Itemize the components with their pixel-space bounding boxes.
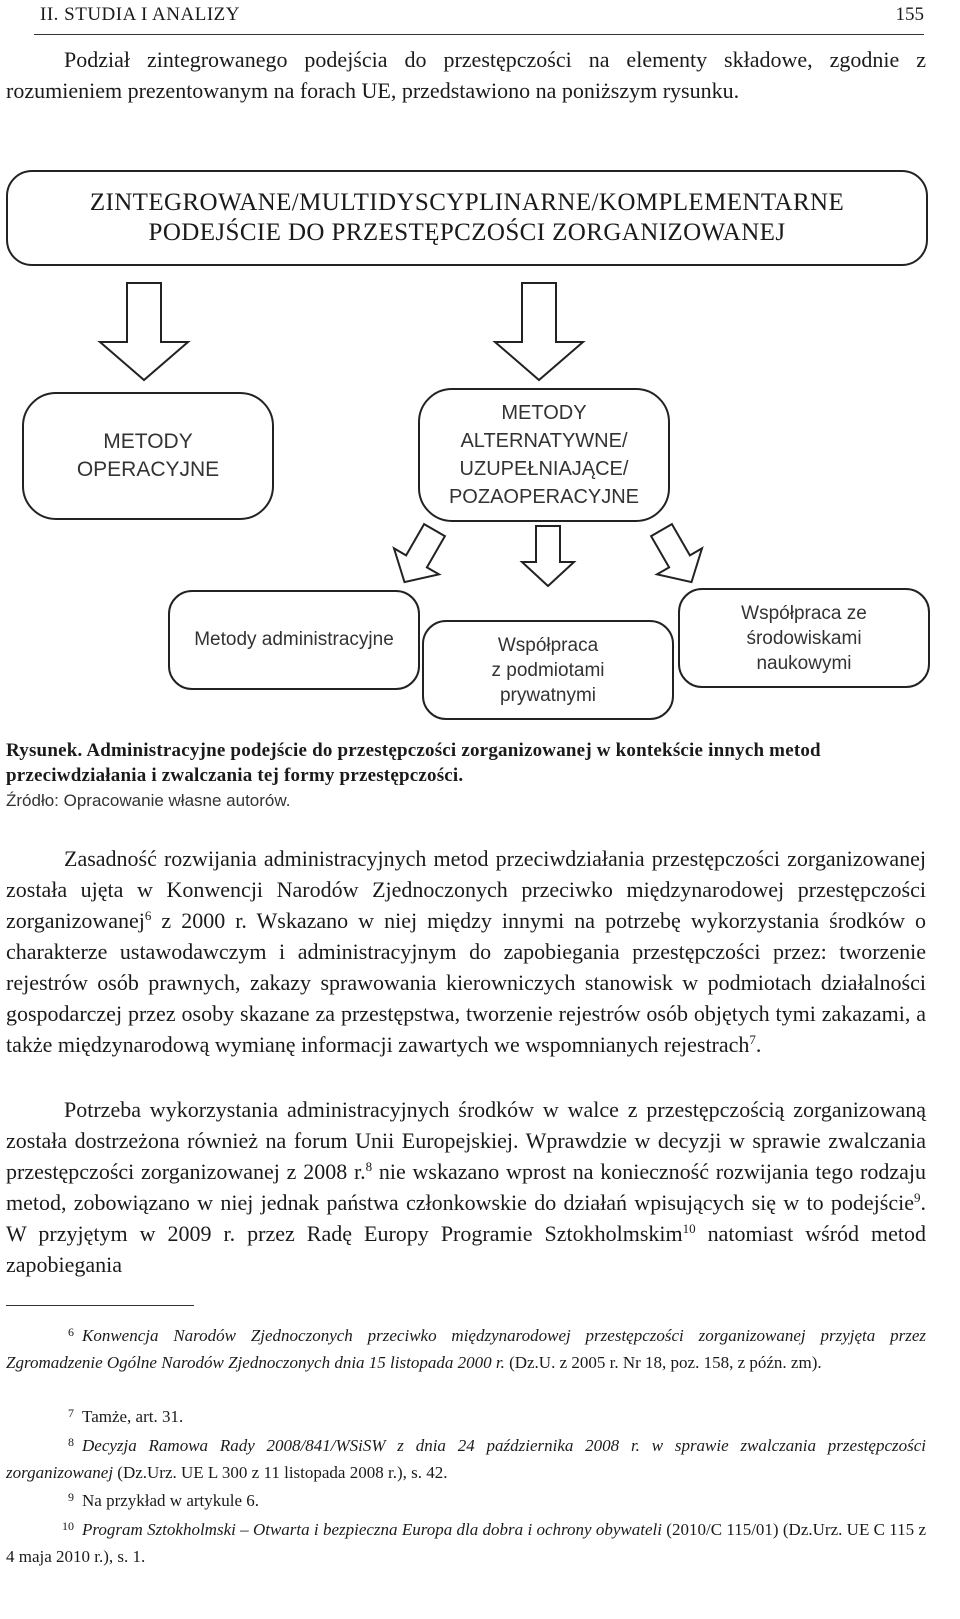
footnote-6: 6 Konwencja Narodów Zjednoczonych przeciwko międzynarodowej przestępczości zorganizowanej przyjęta przez Zgromadzenie Ogólne Narodów Zjednoczonych dnia 15 listopada 2000 r. (Dz.U. z 2005 r. Nr 18, poz. 158, z późn. zm). [6, 1325, 926, 1372]
body-paragraph-1: Zasadność rozwijania administracyjnych metod przeciwdziałania przestępczości zorganizowanej została ujęta w Konwencji Narodów Zjednoczonych przeciwko międzynarodowej przestępczości zorganizowanej$^6$ z 2000 r. Wskazano w niej między innymi na potrzebę wykorzystania środków o charakterze ustawodawczym i administracyjnym do zapobiegania przestępczości przez: tworzenie rejestrów osób prawnych, zakazy sprawowania kierowniczych stanowisk w podmiotach działalności gospodarczej przez osoby skazane za przestępstwa, tworzenie rejestrów osób objętych tymi zakazami, a także międzynarodową wymianę informacji zawartych we wspomnianych rejestrach$^7$. [6, 846, 926, 1057]
integrated-approach-box: ZINTEGROWANE/MULTIDYSCYPLINARNE/KOMPLEMENTARNE PODEJŚCIE DO PRZESTĘPCZOŚCI ZORGANIZOWANEJ [6, 170, 928, 266]
intro-paragraph: Podział zintegrowanego podejścia do przestępczości na elementy składowe, zgodnie z rozumieniem prezentowanym na forach UE, przedstawiono na poniższym rysunku. [6, 47, 926, 103]
administrative-methods-box: Metody administracyjne [168, 590, 420, 690]
arrow-down-right [495, 283, 583, 380]
section-title: II. STUDIA I ANALIZY [40, 4, 240, 25]
footnote-9: 9 Na przykład w artykule 6. [68, 1490, 260, 1510]
footnote-ref-7: 7 [749, 1032, 756, 1047]
alternative-methods-box: METODY ALTERNATYWNE/ UZUPEŁNIAJĄCE/ POZAOPERACYJNE [418, 388, 670, 522]
arrow-small-right [639, 517, 714, 595]
figure-source: Źródło: Opracowanie własne autorów. [6, 791, 291, 810]
footnote-7: 7 Tamże, art. 31. [68, 1406, 184, 1426]
figure-caption: Rysunek. Administracyjne podejście do przestępczości zorganizowanej w kontekście innych metod przeciwdziałania i zwalczania tej formy przestępczości. [6, 740, 821, 786]
arrow-small-left [382, 517, 457, 595]
footnote-10: 10 Program Sztokholmski – Otwarta i bezpieczna Europa dla dobra i ochrony obywateli (2010/C 115/01) (Dz.Urz. UE C 115 z 4 maja 2010 r.), s. 1. [6, 1519, 926, 1566]
private-cooperation-box: Współpraca z podmiotami prywatnymi [422, 620, 674, 720]
operational-methods-box: METODY OPERACYJNE [22, 392, 274, 520]
science-cooperation-box: Współpraca ze środowiskami naukowymi [678, 588, 930, 688]
body-paragraph-2: Potrzeba wykorzystania administracyjnych środków w walce z przestępczością zorganizowaną została dostrzeżona również na forum Unii Europejskiej. Wprawdzie w decyzji w sprawie zwalczania przestępczości zorganizowanej z 2008 r.$^8$ nie wskazano wprost na konieczność rozwijania tego rodzaju metod, zobowiązano w niej jednak państwa członkowskie do działań wpisujących się w to podejście$^9$. W przyjętym w 2009 r. przez Radę Europy Programie Sztokholmskim$^{10}$ natomiast wśród metod zapobiegania [6, 1097, 926, 1277]
arrow-down-left [100, 283, 188, 380]
footnote-separator [6, 1305, 194, 1306]
approach-diagram [0, 170, 960, 745]
footnote-ref-8: 8 [365, 1159, 373, 1174]
page-number: 155 [895, 4, 924, 25]
footnote-ref-10: 10 [682, 1221, 696, 1236]
arrow-small-center [522, 526, 574, 586]
footnote-ref-6: 6 [144, 908, 152, 923]
running-header [34, 4, 924, 35]
footnote-8: 8 Decyzja Ramowa Rady 2008/841/WSiSW z dnia 24 października 2008 r. w sprawie zwalczania przestępczości zorganizowanej (Dz.Urz. UE L 300 z 11 listopada 2008 r.), s. 42. [6, 1435, 926, 1482]
footnote-ref-9: 9 [914, 1190, 921, 1205]
